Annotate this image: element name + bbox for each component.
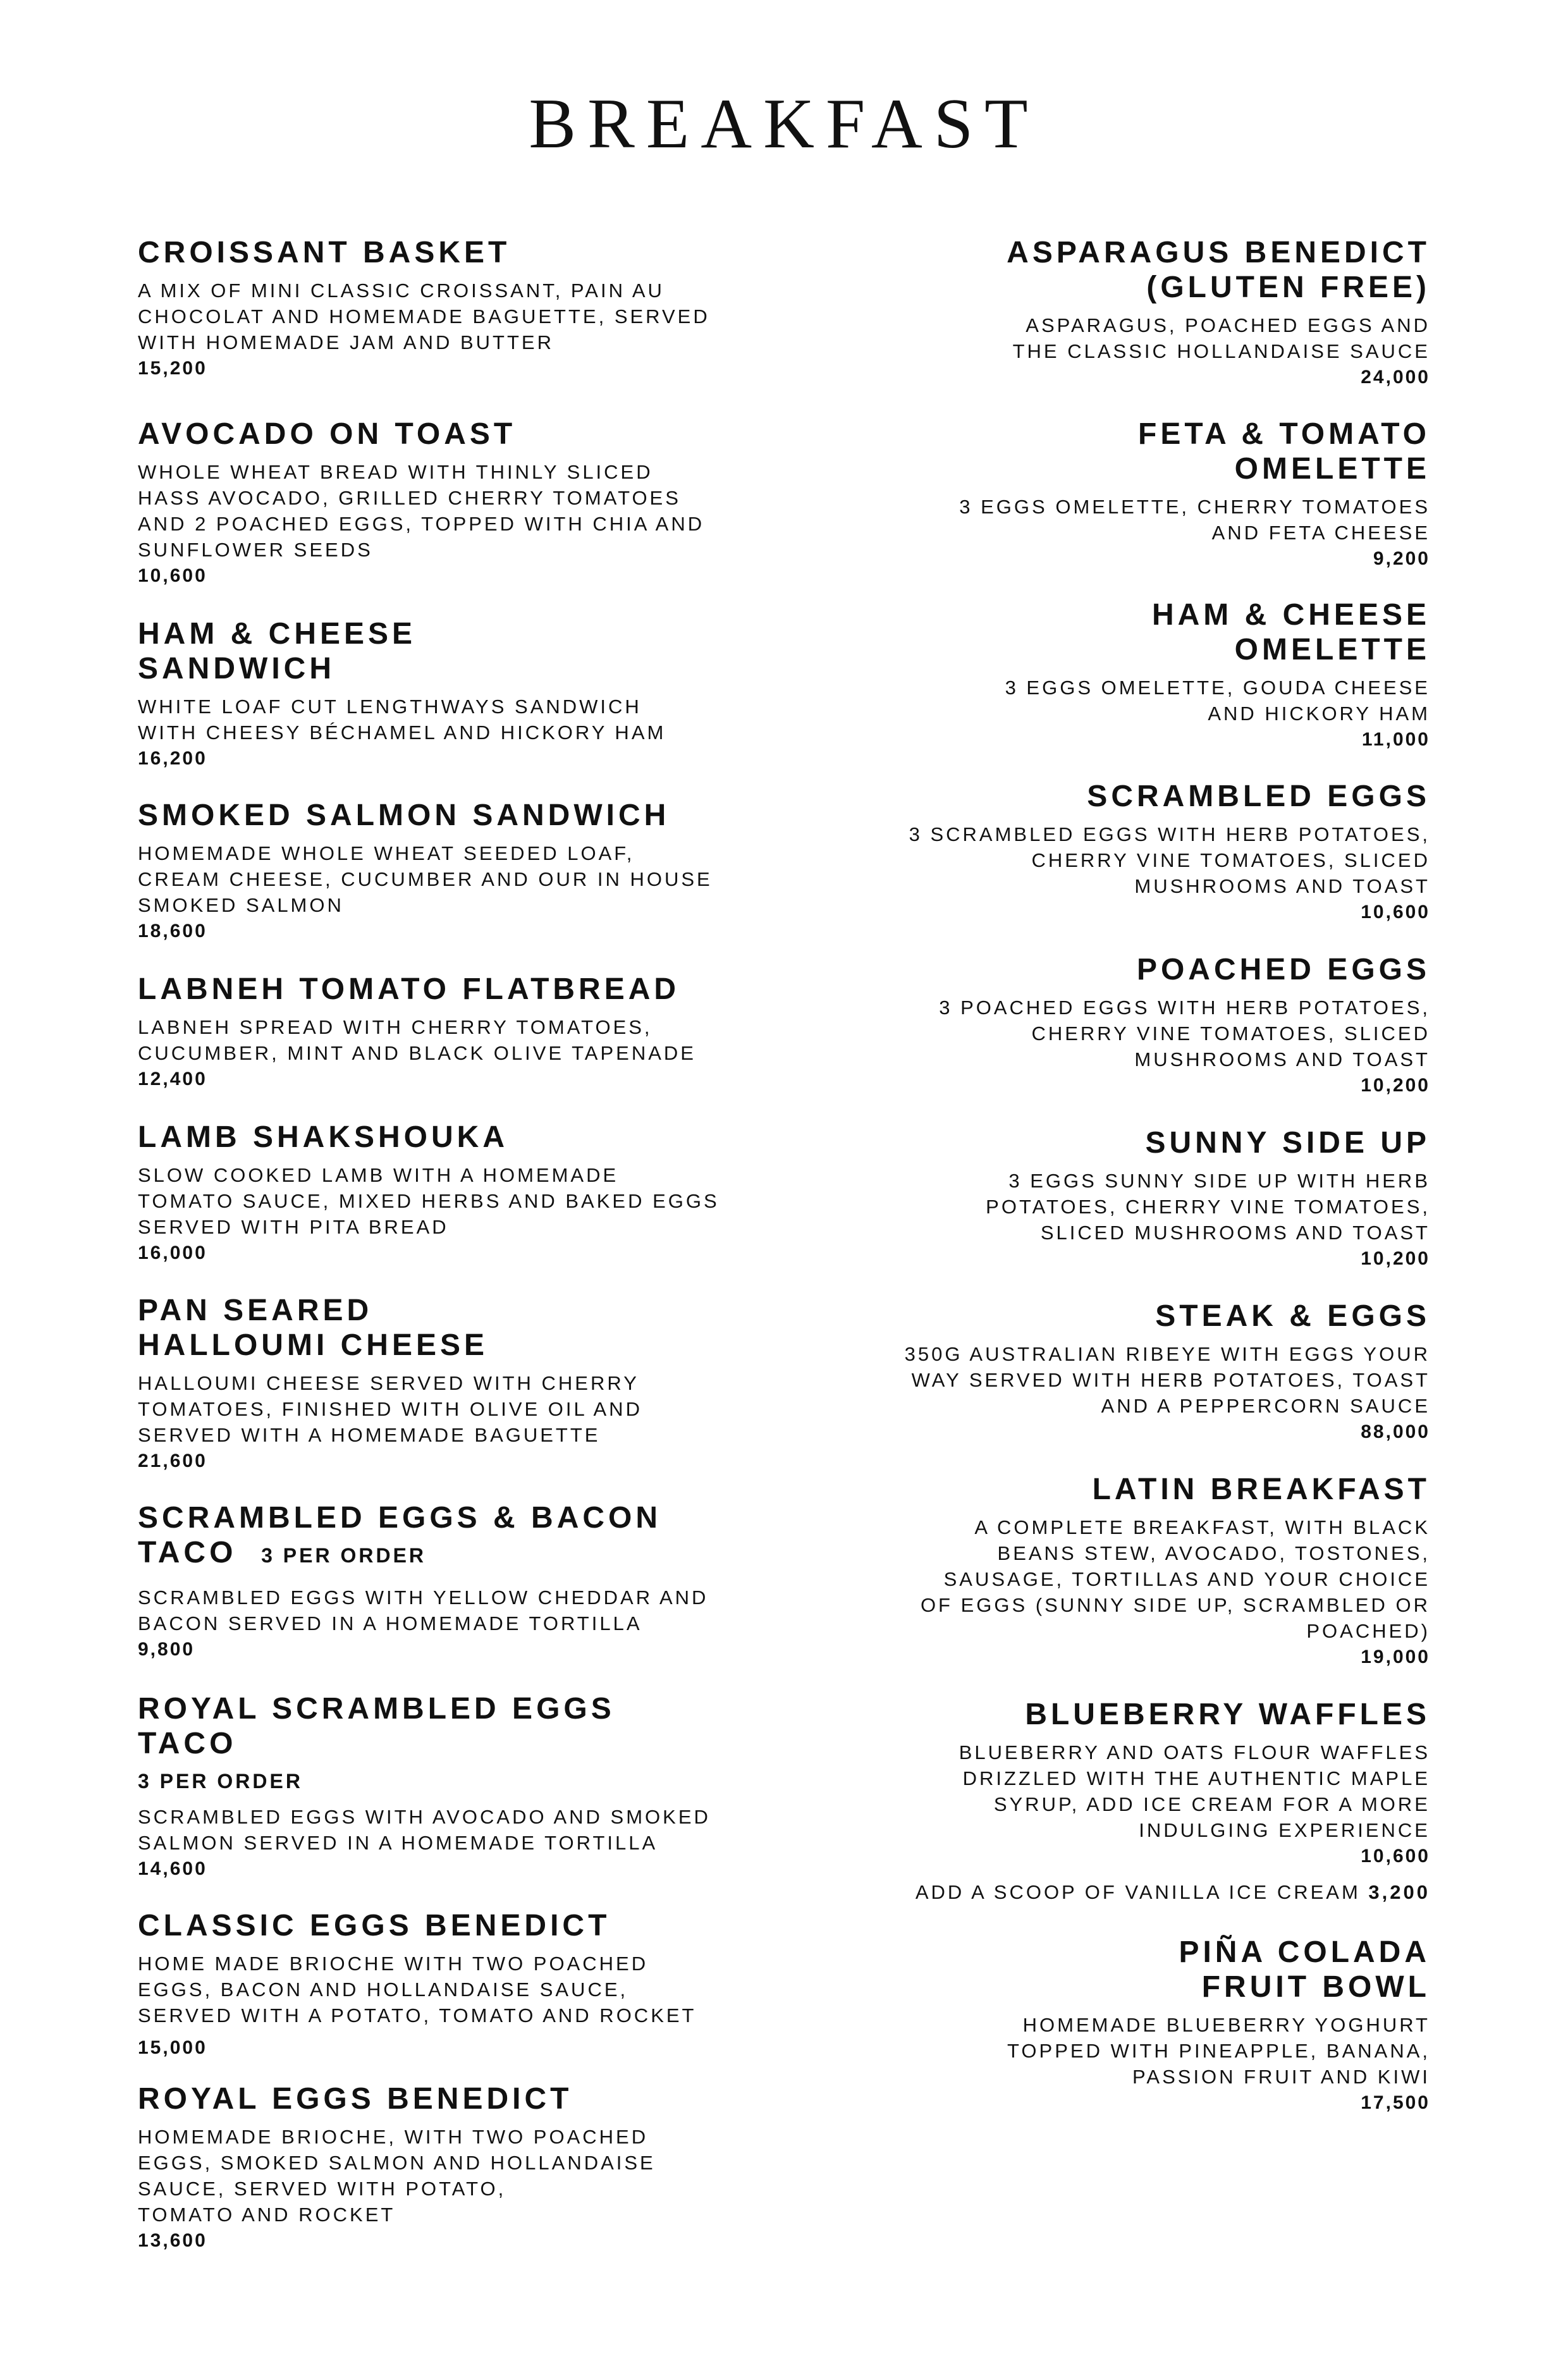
item-desc: SUNFLOWER SEEDS — [138, 539, 373, 561]
item-desc: MUSHROOMS AND TOAST — [1134, 1048, 1430, 1070]
item-desc: SCRAMBLED EGGS WITH YELLOW CHEDDAR AND — [138, 1586, 709, 1609]
item-desc: LABNEH SPREAD WITH CHERRY TOMATOES, — [138, 1016, 652, 1038]
item-desc: OF EGGS (SUNNY SIDE UP, SCRAMBLED OR — [920, 1594, 1430, 1616]
ice-cream-addon — [735, 1879, 1430, 1905]
item-desc: 3 POACHED EGGS WITH HERB POTATOES, — [939, 997, 1430, 1019]
item-desc: SYRUP, ADD ICE CREAM FOR A MORE — [993, 1793, 1430, 1815]
item-price: 24,000 — [1361, 367, 1430, 388]
item-name: ROYAL EGGS BENEDICT — [138, 2082, 573, 2116]
menu-item-classic-eggs-benedict — [138, 1908, 732, 2061]
item-price: 21,600 — [138, 1450, 207, 1471]
item-price: 19,000 — [1361, 1647, 1430, 1667]
item-desc: CHOCOLAT AND HOMEMADE BAGUETTE, SERVED — [138, 305, 710, 328]
item-desc: WHOLE WHEAT BREAD WITH THINLY SLICED — [138, 461, 653, 483]
menu-item-royal-scrambled-eggs-taco — [138, 1691, 732, 1882]
per-order-note: 3 PER ORDER — [261, 1544, 427, 1567]
item-desc: EGGS, SMOKED SALMON AND HOLLANDAISE — [138, 2152, 656, 2174]
item-price: 10,600 — [1361, 902, 1430, 923]
item-name: SUNNY SIDE UP — [1145, 1126, 1430, 1160]
item-price: 88,000 — [1361, 1421, 1430, 1442]
menu-item-scrambled-eggs — [798, 779, 1430, 925]
item-desc: WITH HOMEMADE JAM AND BUTTER — [138, 331, 554, 353]
item-name: ROYAL SCRAMBLED EGGS — [138, 1692, 615, 1726]
item-price: 9,800 — [138, 1639, 195, 1660]
item-name: STEAK & EGGS — [1155, 1299, 1430, 1333]
item-name: TACO — [138, 1727, 237, 1760]
item-desc: WAY SERVED WITH HERB POTATOES, TOAST — [911, 1369, 1430, 1391]
item-desc: SLOW COOKED LAMB WITH A HOMEMADE — [138, 1164, 619, 1186]
item-desc: 3 EGGS OMELETTE, CHERRY TOMATOES — [959, 496, 1430, 518]
menu-item-steak-eggs — [798, 1299, 1430, 1445]
item-name: SANDWICH — [138, 652, 335, 685]
item-name: CROISSANT BASKET — [138, 236, 511, 269]
menu-item-pina-colada-fruit-bowl — [798, 1935, 1430, 2116]
item-desc: 3 SCRAMBLED EGGS WITH HERB POTATOES, — [909, 823, 1430, 845]
item-name: OMELETTE — [1234, 452, 1430, 486]
menu-item-avocado-on-toast — [138, 417, 732, 589]
item-desc: SLICED MUSHROOMS AND TOAST — [1040, 1222, 1430, 1244]
item-name: SCRAMBLED EGGS — [1087, 780, 1430, 813]
item-desc: CHERRY VINE TOMATOES, SLICED — [1031, 849, 1430, 871]
item-name: HAM & CHEESE — [1151, 598, 1430, 632]
item-desc: CREAM CHEESE, CUCUMBER AND OUR IN HOUSE — [138, 868, 713, 890]
item-desc: HOME MADE BRIOCHE WITH TWO POACHED — [138, 1953, 649, 1975]
item-name: PIÑA COLADA — [1179, 1935, 1430, 1969]
item-name: HAM & CHEESE — [138, 617, 417, 651]
item-name: LAMB SHAKSHOUKA — [138, 1120, 508, 1154]
item-name: ASPARAGUS BENEDICT — [1007, 236, 1430, 269]
item-desc: AND HICKORY HAM — [1208, 702, 1430, 725]
item-price: 10,600 — [138, 565, 207, 586]
item-desc: HOMEMADE BLUEBERRY YOGHURT — [1022, 2014, 1430, 2036]
item-desc: BLUEBERRY AND OATS FLOUR WAFFLES — [959, 1741, 1430, 1763]
item-price: 13,600 — [138, 2230, 207, 2251]
menu-item-feta-tomato-omelette — [798, 417, 1430, 572]
item-name: OMELETTE — [1234, 633, 1430, 666]
menu-item-scrambled-eggs-bacon-taco — [138, 1500, 732, 1662]
item-desc: WHITE LOAF CUT LENGTHWAYS SANDWICH — [138, 696, 642, 718]
item-desc: 3 EGGS OMELETTE, GOUDA CHEESE — [1005, 677, 1430, 699]
item-price: 15,200 — [138, 358, 207, 379]
item-desc: SERVED WITH A HOMEMADE BAGUETTE — [138, 1424, 601, 1446]
item-desc: HOMEMADE BRIOCHE, WITH TWO POACHED — [138, 2126, 649, 2148]
menu-item-pan-seared-halloumi — [138, 1293, 732, 1474]
item-desc: ASPARAGUS, POACHED EGGS AND — [1026, 314, 1430, 336]
item-name: HALLOUMI CHEESE — [138, 1328, 489, 1362]
item-desc: SMOKED SALMON — [138, 894, 344, 916]
item-desc: SCRAMBLED EGGS WITH AVOCADO AND SMOKED — [138, 1806, 711, 1828]
menu-item-royal-eggs-benedict — [138, 2082, 732, 2254]
item-price: 18,600 — [138, 921, 207, 941]
item-desc: AND A PEPPERCORN SAUCE — [1101, 1395, 1430, 1417]
item-desc: A MIX OF MINI CLASSIC CROISSANT, PAIN AU — [138, 279, 665, 302]
item-desc: BEANS STEW, AVOCADO, TOSTONES, — [997, 1542, 1430, 1564]
page-title: BREAKFAST — [529, 85, 1039, 163]
item-desc: TOMATOES, FINISHED WITH OLIVE OIL AND — [138, 1398, 642, 1420]
menu-item-ham-cheese-sandwich — [138, 616, 732, 771]
item-desc: CHERRY VINE TOMATOES, SLICED — [1031, 1022, 1430, 1045]
item-desc: CUCUMBER, MINT AND BLACK OLIVE TAPENADE — [138, 1042, 696, 1064]
item-desc: DRIZZLED WITH THE AUTHENTIC MAPLE — [962, 1767, 1430, 1789]
menu-item-blueberry-waffles — [798, 1697, 1430, 1869]
item-desc: POACHED) — [1306, 1620, 1430, 1642]
item-desc: A COMPLETE BREAKFAST, WITH BLACK — [974, 1516, 1430, 1538]
item-price: 15,000 — [138, 2037, 207, 2058]
item-name: CLASSIC EGGS BENEDICT — [138, 1909, 611, 1942]
item-desc: 3 EGGS SUNNY SIDE UP WITH HERB — [1008, 1170, 1430, 1192]
item-name: LABNEH TOMATO FLATBREAD — [138, 972, 680, 1006]
item-name: SCRAMBLED EGGS & BACON — [138, 1501, 662, 1535]
menu-item-poached-eggs — [798, 952, 1430, 1098]
item-desc: SERVED WITH A POTATO, TOMATO AND ROCKET — [138, 2004, 697, 2027]
item-desc: PASSION FRUIT AND KIWI — [1132, 2066, 1430, 2088]
item-name: AVOCADO ON TOAST — [138, 417, 517, 451]
item-desc: WITH CHEESY BÉCHAMEL AND HICKORY HAM — [138, 721, 666, 744]
item-desc: TOPPED WITH PINEAPPLE, BANANA, — [1007, 2040, 1430, 2062]
menu-item-latin-breakfast — [798, 1472, 1430, 1670]
item-desc: HASS AVOCADO, GRILLED CHERRY TOMATOES — [138, 487, 681, 509]
item-desc: AND 2 POACHED EGGS, TOPPED WITH CHIA AND — [138, 513, 705, 535]
item-price: 10,200 — [1361, 1075, 1430, 1096]
item-price: 17,500 — [1361, 2092, 1430, 2113]
item-price: 14,600 — [138, 1858, 207, 1879]
item-price: 11,000 — [1361, 729, 1430, 750]
item-price: 12,400 — [138, 1069, 207, 1089]
item-name: POACHED EGGS — [1136, 953, 1430, 986]
item-name: FETA & TOMATO — [1138, 417, 1430, 451]
menu-item-lamb-shakshouka — [138, 1120, 732, 1266]
item-name: BLUEBERRY WAFFLES — [1025, 1698, 1430, 1731]
per-order-note: 3 PER ORDER — [138, 1770, 303, 1793]
menu-item-ham-cheese-omelette — [798, 598, 1430, 752]
item-desc: SALMON SERVED IN A HOMEMADE TORTILLA — [138, 1832, 658, 1854]
item-price: 10,600 — [1361, 1846, 1430, 1867]
item-price: 16,000 — [138, 1242, 207, 1263]
item-price: 16,200 — [138, 748, 207, 769]
item-desc: 350G AUSTRALIAN RIBEYE WITH EGGS YOUR — [904, 1343, 1430, 1365]
menu-item-asparagus-benedict — [798, 235, 1430, 390]
item-desc: INDULGING EXPERIENCE — [1139, 1819, 1430, 1841]
item-desc: SERVED WITH PITA BREAD — [138, 1216, 449, 1238]
addon-label: ADD A SCOOP OF VANILLA ICE CREAM — [915, 1881, 1361, 1903]
item-name: SMOKED SALMON SANDWICH — [138, 799, 670, 832]
item-desc: AND FETA CHEESE — [1211, 522, 1430, 544]
menu-item-sunny-side-up — [798, 1125, 1430, 1272]
menu-item-labneh-tomato-flatbread — [138, 972, 732, 1092]
addon-price: 3,200 — [1368, 1881, 1430, 1903]
menu-item-smoked-salmon-sandwich — [138, 798, 732, 944]
menu-item-croissant-basket — [138, 235, 732, 381]
item-desc: HALLOUMI CHEESE SERVED WITH CHERRY — [138, 1372, 639, 1394]
item-desc: POTATOES, CHERRY VINE TOMATOES, — [986, 1196, 1430, 1218]
item-name: (GLUTEN FREE) — [1146, 271, 1430, 304]
item-name: LATIN BREAKFAST — [1092, 1473, 1430, 1506]
item-desc: THE CLASSIC HOLLANDAISE SAUCE — [1012, 340, 1430, 362]
item-desc: TOMATO SAUCE, MIXED HERBS AND BAKED EGGS — [138, 1190, 720, 1212]
item-desc: SAUSAGE, TORTILLAS AND YOUR CHOICE — [943, 1568, 1430, 1590]
item-name: PAN SEARED — [138, 1294, 373, 1327]
item-name: TACO — [138, 1536, 237, 1569]
item-price: 9,200 — [1373, 548, 1430, 569]
item-desc: BACON SERVED IN A HOMEMADE TORTILLA — [138, 1612, 642, 1634]
item-name: FRUIT BOWL — [1201, 1970, 1430, 2004]
item-desc: TOMATO AND ROCKET — [138, 2204, 396, 2226]
item-price: 10,200 — [1361, 1248, 1430, 1269]
item-desc: HOMEMADE WHOLE WHEAT SEEDED LOAF, — [138, 842, 635, 864]
item-desc: MUSHROOMS AND TOAST — [1134, 875, 1430, 897]
item-desc: SAUCE, SERVED WITH POTATO, — [138, 2178, 506, 2200]
item-desc: EGGS, BACON AND HOLLANDAISE SAUCE, — [138, 1978, 628, 2001]
